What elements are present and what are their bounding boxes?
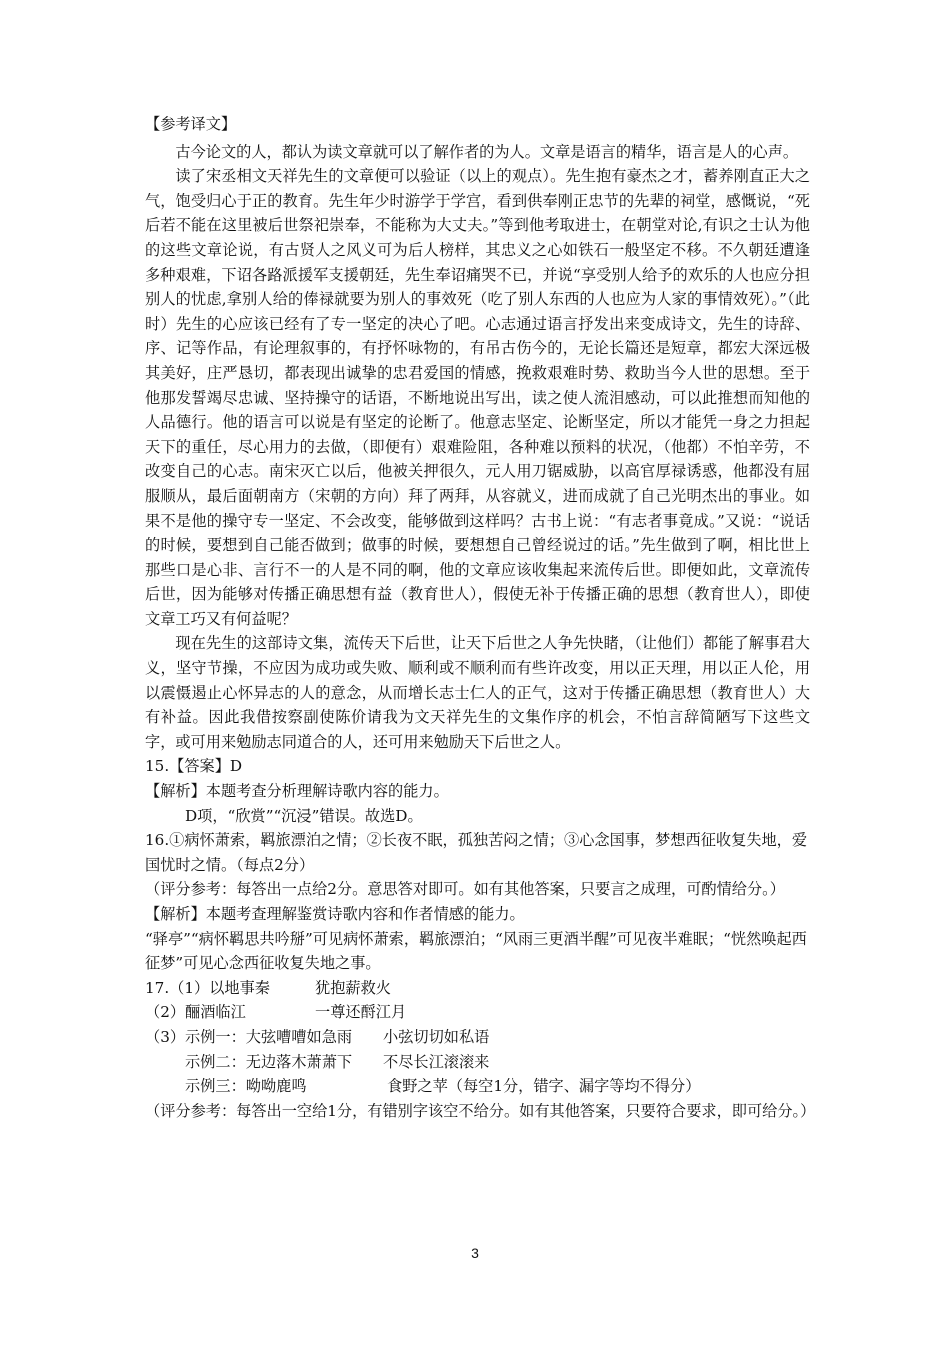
q17-line-4 (145, 1050, 810, 1075)
q17-line-2-b: 一尊还酹江月 (315, 1003, 407, 1022)
q15-analysis: 【解析】本题考查分析理解诗歌内容的能力。 (145, 782, 449, 801)
q17-line-4-b: 不尽长江滚滚来 (383, 1052, 490, 1071)
q17-line-1-b: 犹抱薪救火 (315, 978, 391, 997)
q17-line-5-b: 食野之苹（每空1分，错字、漏字等均不得分） (387, 1077, 701, 1096)
q17-line-1 (145, 976, 810, 1001)
q17-line-3-a: （3）示例一：大弦嘈嘈如急雨 (145, 1027, 353, 1046)
q17-line-4-a: 示例二：无边落木萧萧下 (185, 1052, 353, 1071)
translation-paragraph-3: 现在先生的这部诗文集，流传天下后世，让天下后世之人争先快睹，（让他们）都能了解事君大义，坚守节操，不应因为成功或失败、顺利或不顺利而有些许改变，用以正天理，用以正人伦，用以震慑遏止心怀异志的人的意念，从而增长志士仁人的正气，这对于传播正确思想（教育世人）大有补益。因此我借按察副使陈价请我为文天祥先生的文集作序的机会，不怕言辞简陋写下这些文字，或可用来勉励志同道合的人，还可用来勉励天下后世之人。 (145, 634, 810, 751)
q17-line-3-b: 小弦切切如私语 (383, 1027, 490, 1046)
q16-analysis: 【解析】本题考查理解鉴赏诗歌内容和作者情感的能力。 (145, 905, 525, 923)
q15-detail: D项，“欣赏”“沉浸”错误。故选D。 (185, 806, 423, 825)
q17-line-2 (145, 1000, 810, 1025)
page-number: 3 (471, 1245, 479, 1261)
translation-paragraph-1: 古今论文的人，都认为读文章就可以了解作者的为人。文章是语言的精华，语言是人的心声。 (175, 142, 799, 161)
q16-detail: “驿亭”“病怀羁思共吟掰”可见病怀萧索，羁旅漂泊；“风雨三更酒半醒”可见夜半难眠；“恍然唤起西征梦”可见心念西征收复失地之事。 (145, 929, 807, 973)
q16-answer: 16.①病怀萧索，羁旅漂泊之情；②长夜不眠，孤独苦闷之情；③心念国事，梦想西征收复失地，爱国忧时之情。（每点2分） (145, 831, 808, 874)
translation-heading: 【参考译文】 (145, 115, 237, 133)
q17-line-5 (145, 1074, 810, 1099)
q17-line-5-a: 示例三：呦呦鹿鸣 (185, 1077, 307, 1096)
q17-line-1-a: 17.（1）以地事秦 (145, 978, 270, 997)
document-body (145, 112, 816, 1123)
q16-scoring: （评分参考：每答出一点给2分。意思答对即可。如有其他答案，只要言之成理，可酌情给分。） (145, 880, 785, 899)
q15-answer: 15.【答案】D (145, 757, 243, 776)
q17-line-3 (145, 1025, 810, 1050)
q17-line-2-a: （2）酾酒临江 (145, 1003, 246, 1022)
translation-paragraph-2: 读了宋丞相文天祥先生的文章便可以验证（以上的观点）。先生抱有豪杰之才，蓄养刚直正大之气，饱受归心于正的教育。先生年少时游学于学宫，看到供奉刚正忠节的先辈的祠堂，感慨说，“死后若不能在这里被后世祭祀崇奉，不能称为大丈夫。”等到他考取进士，在朝堂对论,有识之士认为他的这些文章论说，有古贤人之风义可为后人榜样，其忠义之心如铁石一般坚定不移。不久朝廷遭逢多种艰难，下诏各路派援军支援朝廷，先生奉诏痛哭不已，并说“享受别人给予的欢乐的人也应分担别人的忧虑,拿别人给的俸禄就要为别人的事效死（吃了别人东西的人也应为人家的事情效死）。”（此时）先生的心应该已经有了专一坚定的决心了吧。心志通过语言抒发出来变成诗文，先生的诗辞、序、记等作品，有论理叙事的，有抒怀咏物的，有吊古伤今的，无论长篇还是短章，都宏大深远极其美好，庄严恳切，都表现出诚挚的忠君爱国的情感，挽救艰难时势、救助当今人世的思想。至于他那发誓竭尽忠诚、坚持操守的话语，不断地说出写出，读之使人流泪感动，可以此推想而知他的人品德行。他的语言可以说是有坚定的论断了。他意志坚定、论断坚定，所以才能凭一身之力担起天下的重任，尽心用力的去做，（即便有）艰难险阻，各种难以预料的状况，（他都）不怕辛劳，不改变自己的心志。南宋灭亡以后，他被关押很久，元人用刀锯威胁，以高官厚禄诱惑，他都没有屈服顺从，最后面朝南方（宋朝的方向）拜了两拜，从容就义，进而成就了自己光明杰出的事业。如果不是他的操守专一坚定、不会改变，能够做到这样吗？古书上说：“有志者事竟成。”又说：“说话的时候，要想到自己能否做到；做事的时候，要想想自己曾经说过的话。”先生做到了啊，相比世上那些口是心非、言行不一的人是不同的啊，他的文章应该收集起来流传后世。即便如此，文章流传后世，因为能够对传播正确思想有益（教育世人），假使无补于传播正确的思想（教育世人），即使文章工巧又有何益呢？ (145, 167, 810, 628)
q17-scoring: （评分参考：每答出一空给1分，有错别字该空不给分。如有其他答案，只要符合要求，即可给分。） (145, 1101, 816, 1120)
